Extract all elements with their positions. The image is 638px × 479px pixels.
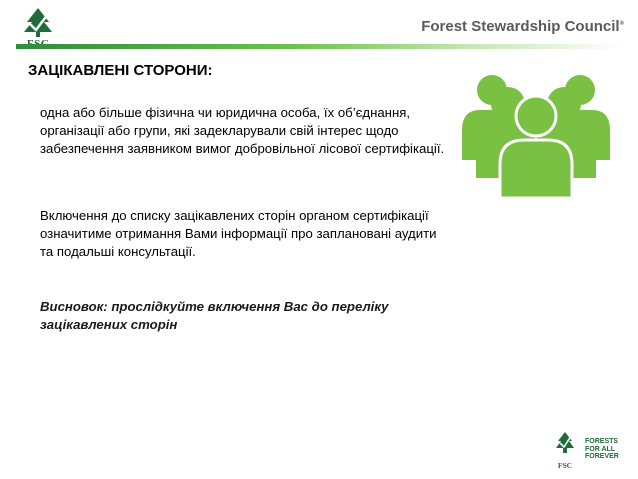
- group-of-people-icon: [456, 60, 616, 200]
- tree-check-icon: [553, 431, 577, 461]
- inclusion-paragraph: Включення до списку зацікавлених сторін органом сертифікації означитиме отримання Вами інформації про заплановані аудити та подальші консультації.: [40, 208, 437, 259]
- tree-check-icon: [18, 6, 58, 38]
- footer-logo: [553, 431, 629, 473]
- slogan-line: FOREVER: [585, 453, 619, 460]
- definition-paragraph: одна або більше фізична чи юридична особа, їх об’єднання, організації або групи, які задекларували свій інтерес щодо забезпечення заявником вимог добровільної лісової сертифікації.: [40, 105, 445, 156]
- slogan-line: FORESTS: [585, 438, 619, 445]
- brand-name: [421, 18, 624, 35]
- footer-logo-text: FSC: [557, 461, 573, 470]
- slogan-line: FOR ALL: [585, 445, 616, 453]
- fsc-logo: [18, 6, 58, 48]
- footer-slogan: [585, 438, 619, 461]
- brand-mark: ®: [619, 21, 624, 27]
- conclusion-paragraph: Висновок: прослідкуйте включення Вас до переліку зацікавлених сторін: [40, 299, 389, 332]
- header-divider: [16, 44, 626, 49]
- header: [0, 0, 638, 56]
- page-title: ЗАЦІКАВЛЕНІ СТОРОНИ:: [28, 62, 213, 79]
- brand-name-text: Forest Stewardship Council: [421, 18, 620, 35]
